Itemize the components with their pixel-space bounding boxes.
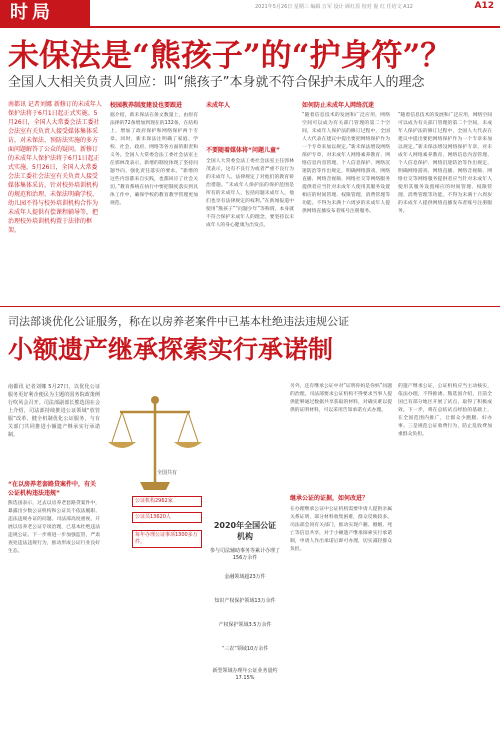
stat-finance: 金融领域超23万件 bbox=[224, 574, 266, 580]
stat-2020-heading: 2020年全国公证机构 bbox=[213, 521, 277, 541]
story2-headline: 小额遗产继承探索实行承诺制 bbox=[8, 335, 334, 364]
story2-col-c-subhead: 继承公证的证据，如何改进？ bbox=[290, 495, 369, 502]
story1-col2-head: 校园教养制度建设也要跟进 bbox=[110, 102, 183, 109]
stat-annual-matters: 每年办理公证事项1300多万件。 bbox=[132, 530, 202, 548]
folio-line: 2021年5月26日 星期三 编辑 万军 设计 顾红原 校对 倪 红 任培文 A12 bbox=[255, 4, 413, 10]
section-divider bbox=[0, 306, 500, 307]
story2-lead: 南都讯 记者刘娜 5月27日，以优化公证服务更好利企便民为主题的国务院政策例行吹风会召开。司法部副部长熊选国在会上介绍，司法部持续推进公证领域“放管服”改革，健全机制优化公证服务，与有关部门共同推进小额遗产继承实行承诺制。 bbox=[8, 384, 100, 438]
story1-col3-body: 全国人大常委会法工委社会法室主任郭林茂表示，这有不良行为或者严重不良行为的未成年人。法律规定了对他们的教育矫治措施。“未成年人保护法的保护范围是所有的未成年人，包括问题未成年人，他们也享有法律规定的权利。”在新闻报道中使用“熊孩子”“问题少年”等称谓，本身就不符合保护未成年人的理念，要坚持以未成年人的身心健康为出发点。 bbox=[206, 159, 294, 228]
story2-col-c-body: 在办理继承公证中公证机构需要申请人提供亲属关系证明，部分材料收集困难，群众反映较多。司法部会同有关部门，推动实现户籍、婚姻、死亡等信息共享，对于小额遗产继承探索实行承诺制，申请人作出承诺后即可办理，切实减轻群众负担。 bbox=[290, 507, 392, 552]
story1-col4-head: 如何防止未成年人网络沉迷 bbox=[302, 102, 375, 109]
story1-lead: 南都讯 记者刘娜 新修订的未成年人保护法将于6月1日起正式实施。5月26日，全国人大常委会法工委社会法室有关负责人接受媒体集体采访，对未保法、预防法实施的多方面问题解答了公众的疑问。新修订的未成年人保护法将于6月1日起正式实施，5月26日，全国人大常委会法工委社会法室有关负责人接受媒体集体采访，针对校外培训机构的规范和治理、未保法明确学校、幼儿园不得与校外培训机构合作为未成年人提供有偿课程辅导等，把治理校外培训机构置于法律的框架。 bbox=[8, 101, 102, 234]
story2-col-e-body: 的遗产继承公证，公证机构应当主动核实，依法办理，不得推诿。熊选国介绍，目前全国已有部分地区开展了试点，取得了积极成效。下一步，将在总结试点经验的基础上，在全国范围内推广，让群众少跑腿、好办事。三是规范公证收费行为，防止乱收费加重群众负担。 bbox=[398, 384, 492, 437]
scales-illustration bbox=[100, 390, 210, 500]
story1-col5-body: “随着信息技术的发展和广泛应用，网络空间可以成为有关部门管理的第二个空间，未成年人保护法的修订过程中，全国人大代表在建议中提出要把网络保护作为一个专章来加以规定。”新未保法增设网络保护专章，对未成年人网络素养教育、网络信息内容管理、个人信息保护、网络沉迷防治等作出规定，明确网络游戏、网络直播、网络音视频、网络社交等网络服务提供者应当针对未成年人使用其服务设置相应的时间管理、权限管理、消费管理等功能。不得为未满十六周岁的未成年人提供网络直播发布者账号注册服务。 bbox=[398, 113, 492, 214]
story2-col-c-intro: 另外，还有继承公证中对“证明你妈是你妈”问题的治理。司法部要求公证机构不得要求当事人提供能够通过数据共享获取的材料，对确实难以提供的证明材料，可以采用告知承诺方式办理。 bbox=[290, 384, 392, 413]
story2-col-b-body: 熊选国表示，过去以房养老套路贷案件中，暴露出少数公证机构和公证员不依法履职、违法违规办证的问题。司法部高度重视，开展以房养老公证专项治理，已基本杜绝违法违规公证。下一步将进一步加强监管，严肃查处违法违规行为，推动形成公证行业良好生态。 bbox=[8, 501, 100, 554]
story1-col2-body: 据介绍，新未保法在条文数量上，由原有法律的72条增加到现在的132条，在结构上，增加了政府保护和网络保护两个专章。同时，新未保法注明确了家庭、学校、社会、政府、网络等各方面的职责和义务。全国人大常委会法工委社会法室主任郭林茂表示，新增的制度体现了坚持问题导向、强化责任落实的要求。“新增的这些内容都来自实践，也都回应了社会关切。”教育系统在执行中要把制度落实到具体工作中，确保学校的教育教学管理更加规范。 bbox=[110, 113, 198, 206]
stat-new-fields: 新型领域办理年公证业务量约17.15% bbox=[212, 668, 278, 681]
section-tag: 时局 bbox=[0, 0, 90, 26]
stat-label-total: 全国共有 bbox=[156, 470, 177, 476]
header-rule bbox=[0, 26, 500, 28]
story1-headline: 未保法是“熊孩子”的“护身符”？ bbox=[8, 38, 452, 74]
page-header bbox=[0, 0, 500, 26]
stat-ip: 知识产权保护领域13万余件 bbox=[214, 598, 276, 604]
stat-agriculture: “三农”领域10万余件 bbox=[221, 646, 269, 652]
story1-col4-body: “随着信息技术的发展和广泛应用，网络空间可以成为有关部门管理的第二个空间，未成年人保护法的修订过程中，全国人大代表在建议中提出要把网络保护作为一个专章来加以规定。”新未保法增设网络保护专章，对未成年人网络素养教育、网络信息内容管理、个人信息保护、网络沉迷防治等作出规定，明确网络游戏、网络直播、网络音视频、网络社交等网络服务提供者应当针对未成年人使用其服务设置相应的时间管理、权限管理、消费管理等功能。不得为未满十六周岁的未成年人提供网络直播发布者账号注册服务。 bbox=[302, 113, 390, 214]
story1-col3-subhead: 不要随着媒体将“问题儿童” bbox=[206, 147, 280, 154]
story2-inset-head: “在以房养老套路贷案件中，有关公证机构违法违规” bbox=[8, 481, 96, 497]
stat-property: 产权保护领域3.5万余件 bbox=[218, 622, 272, 628]
stat-notaries: 公证员13620人 bbox=[132, 512, 202, 523]
stat-notary-institutions: 公证机构2962家 bbox=[132, 496, 202, 507]
story1-col3-head: 未成年人 bbox=[206, 102, 231, 109]
page-number: A12 bbox=[474, 1, 494, 11]
stat-auxiliary: 参与司法辅助事务等累计办理了156万余件 bbox=[210, 548, 281, 561]
story1-subhead: 全国人大相关负责人回应：叫“熊孩子”本身就不符合保护未成年人的理念 bbox=[8, 75, 425, 90]
story2-kicker: 司法部谈优化公证服务，称在以房养老案件中已基本杜绝违法违规公证 bbox=[8, 315, 349, 328]
